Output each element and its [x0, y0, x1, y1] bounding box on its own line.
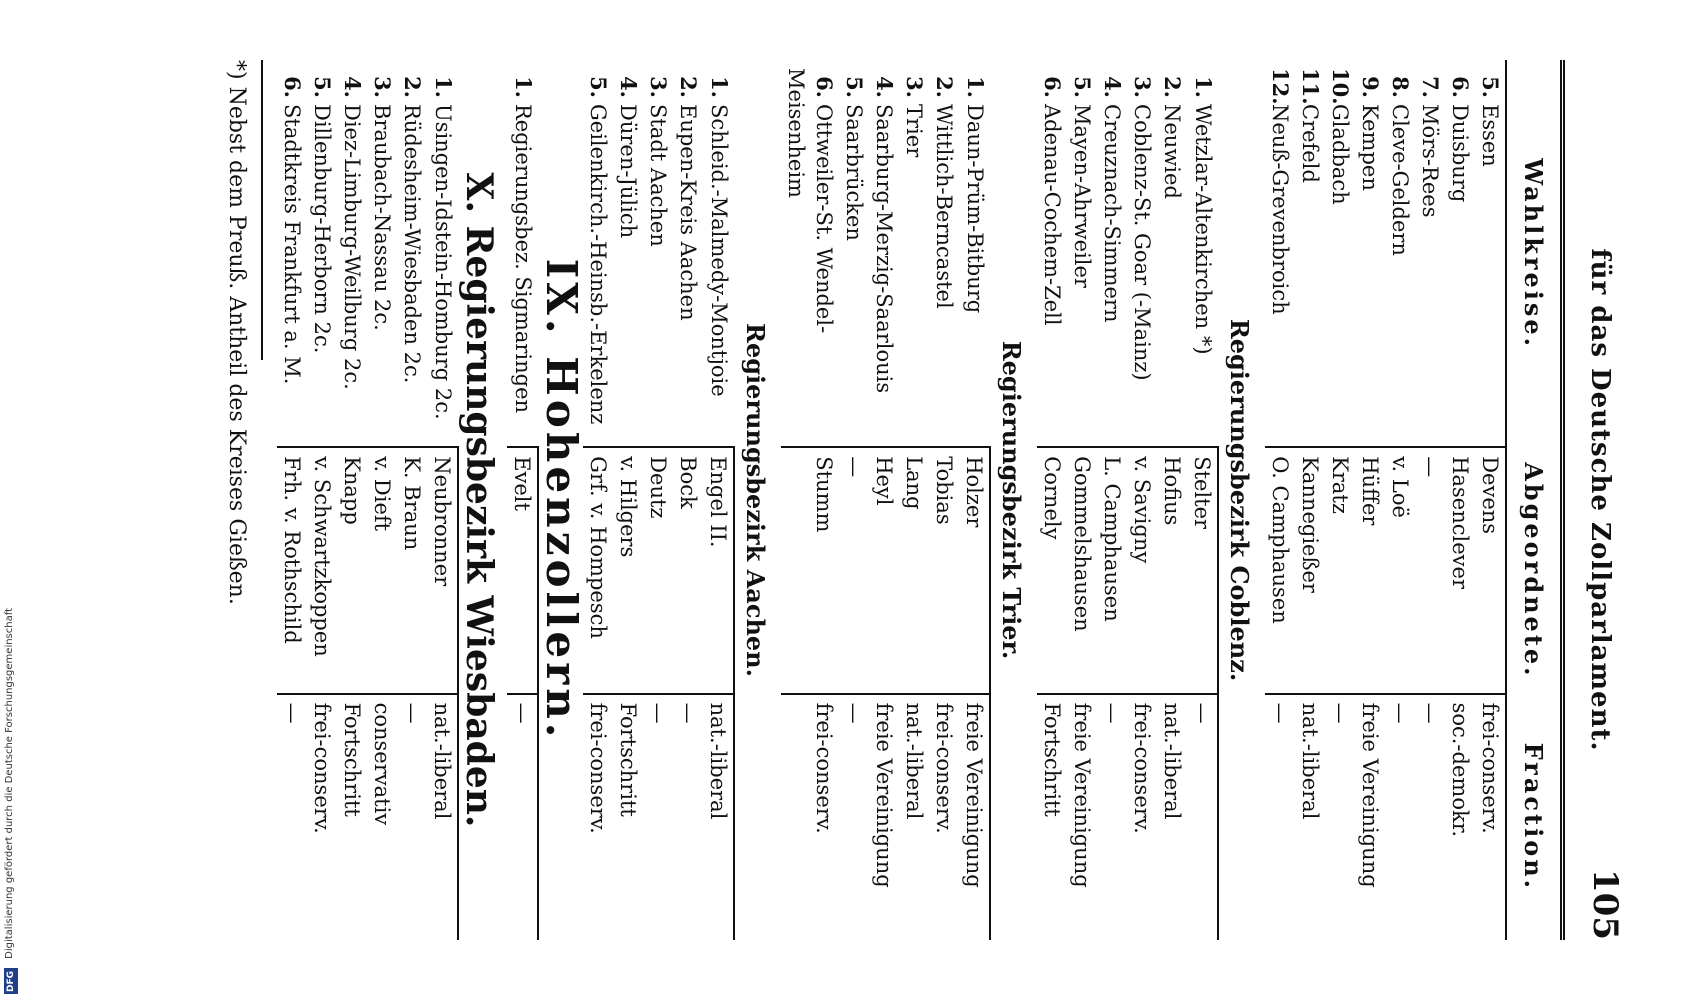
district-cell: [1037, 60, 1067, 447]
district-number: 12.: [1268, 68, 1293, 105]
district-cell: [1415, 60, 1445, 447]
header-members: Abgeordnete.: [1506, 447, 1563, 693]
district-cell: [337, 60, 367, 447]
district-name: Wetzlar-Altenkirchen *): [1191, 104, 1215, 355]
district-name: Essen: [1478, 104, 1502, 167]
table-row: [869, 60, 899, 940]
district-cell: [1265, 60, 1295, 447]
district-name: Daun-Prüm-Bitburg: [963, 104, 987, 314]
district-name: Neuß-Grevenbroich: [1268, 104, 1292, 315]
member-cell: Hüffer: [1355, 447, 1385, 693]
table-row: [781, 60, 839, 940]
member-cell: Engel II.: [703, 447, 734, 693]
footnote-text: *) Nebst dem Preuß. Antheil des Kreises Gießen.: [224, 60, 249, 605]
table-header-row: [1506, 60, 1563, 940]
fraction-cell: freie Vereinigung: [1358, 702, 1382, 888]
member-cell: Tobias: [929, 447, 959, 693]
district-number: 3.: [1130, 76, 1155, 98]
district-number: 7.: [1418, 76, 1443, 98]
table-row: [613, 60, 643, 940]
district-cell: [307, 60, 337, 447]
district-number: 5.: [1478, 76, 1503, 98]
district-cell: [1475, 60, 1506, 447]
table-row: [899, 60, 929, 940]
district-name: Trier: [902, 104, 926, 158]
member-cell: Frh. v. Rothschild: [277, 447, 307, 693]
district-cell: [1067, 60, 1097, 447]
member-cell: v. Hilgers: [613, 447, 643, 693]
table-row: [427, 60, 458, 940]
district-number: 2.: [676, 76, 701, 98]
fraction-cell: —: [1187, 694, 1218, 940]
fraction-cell: frei-conserv.: [586, 702, 610, 834]
member-cell: v. Loë: [1385, 447, 1415, 693]
fraction-cell: —: [1418, 702, 1442, 724]
district-number: 4.: [872, 76, 897, 98]
fraction-cell: frei-conserv.: [812, 702, 836, 834]
member-cell: v. Savigny: [1127, 447, 1157, 693]
section-title-x-text: X. Regierungsbezirk Wiesbaden.: [458, 172, 500, 828]
district-cell: [673, 60, 703, 447]
district-name: Wittlich-Berncastel: [932, 104, 956, 309]
table-row: [337, 60, 367, 940]
district-number: 6.: [812, 76, 837, 98]
fraction-cell: —: [507, 694, 538, 940]
election-table: [277, 60, 1565, 940]
district-cell: [781, 60, 839, 447]
district-number: 4.: [340, 76, 365, 98]
member-cell: Kannegießer: [1295, 447, 1325, 693]
district-name: Usingen-Idstein-Homburg 2c.: [431, 104, 455, 420]
fraction-cell: freie Vereinigung: [872, 702, 896, 888]
table-row: [1475, 60, 1506, 940]
fraction-cell: —: [676, 702, 700, 724]
district-cell: [367, 60, 397, 447]
district-name: Mayen-Ahrweiler: [1070, 104, 1094, 288]
table-row: [1127, 60, 1157, 940]
table-row: [703, 60, 734, 940]
district-name: Geilenkirch.-Heinsb.-Erkelenz: [586, 104, 610, 425]
district-number: 3.: [902, 76, 927, 98]
district-name: Gladbach: [1328, 104, 1352, 205]
district-name: Schleid.-Malmedy-Montjoie: [707, 104, 731, 397]
district-name: Stadt Aachen: [646, 104, 670, 247]
fraction-cell: —: [1268, 702, 1292, 724]
district-number: 5.: [1070, 76, 1095, 98]
district-number: 5.: [586, 76, 611, 98]
fraction-cell: nat.-liberal: [1160, 702, 1184, 820]
footnote: [224, 60, 263, 605]
district-cell: [1127, 60, 1157, 447]
district-number: 2.: [1160, 76, 1185, 98]
district-name: Regierungsbez. Sigmaringen: [511, 104, 535, 414]
district-number: 1.: [431, 76, 456, 98]
fraction-cell: Fortschritt: [616, 702, 640, 817]
member-cell: Lang: [899, 447, 929, 693]
region-title: [990, 60, 1037, 940]
table-row: [1067, 60, 1097, 940]
table-row: [959, 60, 990, 940]
district-number: 6.: [1448, 76, 1473, 98]
fraction-cell: —: [1388, 702, 1412, 724]
district-cell: [613, 60, 643, 447]
district-name: Stadtkreis Frankfurt a. M.: [280, 104, 304, 385]
table-body: [277, 60, 1506, 940]
fraction-cell: frei-conserv.: [1478, 702, 1502, 834]
dfg-logo: DFG: [4, 968, 18, 994]
district-name: Cleve-Geldern: [1388, 104, 1412, 256]
district-cell: [427, 60, 458, 447]
table-row: [1445, 60, 1475, 940]
district-number: 11.: [1298, 68, 1323, 105]
table-row: [1265, 60, 1295, 940]
fraction-cell: frei-conserv.: [1130, 702, 1154, 834]
fraction-cell: —: [1328, 702, 1352, 724]
section-title-ix: [538, 60, 583, 940]
district-name: Ottweiler-St. Wendel-Meisenheim: [784, 68, 836, 334]
table-row: [929, 60, 959, 940]
district-number: 1.: [963, 76, 988, 98]
table-row: [583, 60, 613, 940]
district-cell: [583, 60, 613, 447]
table-row: [1355, 60, 1385, 940]
district-number: 1.: [511, 76, 536, 98]
district-cell: [1325, 60, 1355, 447]
district-name: Düren-Jülich: [616, 104, 640, 239]
member-cell: —: [839, 447, 869, 693]
district-name: Saarburg-Merzig-Saarlouis: [872, 104, 896, 394]
section-title-ix-text: IX. Hohenzollern.: [537, 258, 586, 742]
district-cell: [507, 60, 538, 447]
member-cell: Cornely: [1037, 447, 1067, 693]
table-row: [367, 60, 397, 940]
district-cell: [703, 60, 734, 447]
district-cell: [959, 60, 990, 447]
table-row: [397, 60, 427, 940]
region-title: [734, 60, 781, 940]
running-title: für das Deutsche Zollparlament.: [1585, 248, 1615, 752]
table-row: [1415, 60, 1445, 940]
table-row: [839, 60, 869, 940]
member-cell: Deutz: [643, 447, 673, 693]
district-cell: [869, 60, 899, 447]
member-cell: Heyl: [869, 447, 899, 693]
table-row: [307, 60, 337, 940]
district-name: Coblenz-St. Goar (-Mainz): [1130, 104, 1154, 381]
table-row: [643, 60, 673, 940]
member-cell: Stelter: [1187, 447, 1218, 693]
table-row: [1295, 60, 1325, 940]
member-cell: Kratz: [1325, 447, 1355, 693]
district-number: 3.: [370, 76, 395, 98]
member-cell: O. Camphausen: [1265, 447, 1295, 693]
fraction-cell: —: [646, 702, 670, 724]
fraction-cell: freie Vereinigung: [1070, 702, 1094, 888]
district-number: 5.: [842, 76, 867, 98]
fraction-cell: —: [1100, 702, 1124, 724]
district-number: 9.: [1358, 76, 1383, 98]
member-cell: Devens: [1475, 447, 1506, 693]
district-name: Mörs-Rees: [1418, 104, 1442, 218]
district-number: 6.: [1040, 76, 1065, 98]
fraction-cell: Fortschritt: [1040, 702, 1064, 817]
district-number: 1.: [707, 76, 732, 98]
fraction-cell: nat.-liberal: [703, 694, 734, 940]
district-cell: [1445, 60, 1475, 447]
member-cell: Holzer: [959, 447, 990, 693]
page-header: [1565, 60, 1625, 940]
district-number: 2.: [932, 76, 957, 98]
district-name: Saarbrücken: [842, 104, 866, 241]
district-name: Rüdesheim-Wiesbaden 2c.: [400, 104, 424, 384]
member-cell: Neubronner: [427, 447, 458, 693]
district-name: Dillenburg-Herborn 2c.: [310, 104, 334, 354]
district-cell: [839, 60, 869, 447]
fraction-cell: nat.-liberal: [1298, 702, 1322, 820]
district-number: 6.: [280, 76, 305, 98]
district-cell: [929, 60, 959, 447]
member-cell: v. Schwartzkoppen: [307, 447, 337, 693]
member-cell: Knapp: [337, 447, 367, 693]
district-number: 8.: [1388, 76, 1413, 98]
district-cell: [899, 60, 929, 447]
fraction-cell: —: [842, 702, 866, 724]
member-cell: Evelt: [507, 447, 538, 693]
district-cell: [643, 60, 673, 447]
member-cell: Hasenclever: [1445, 447, 1475, 693]
district-number: 3.: [646, 76, 671, 98]
district-number: 1.: [1191, 76, 1216, 98]
district-name: Crefeld: [1298, 104, 1322, 183]
fraction-cell: frei-conserv.: [932, 702, 956, 834]
district-name: Diez-Limburg-Weilburg 2c.: [340, 104, 364, 390]
page-number: 105: [1585, 869, 1625, 940]
fraction-cell: soc.-demokr.: [1448, 702, 1472, 838]
table-row: [1187, 60, 1218, 940]
fraction-cell: —: [280, 702, 304, 724]
member-cell: Hofius: [1157, 447, 1187, 693]
member-cell: Gommelshausen: [1067, 447, 1097, 693]
table-row: [277, 60, 307, 940]
district-name: Kempen: [1358, 104, 1382, 191]
fraction-cell: nat.-liberal: [902, 702, 926, 820]
table-row: [1385, 60, 1415, 940]
district-name: Duisburg: [1448, 104, 1472, 203]
table-row: [1325, 60, 1355, 940]
district-cell: [1157, 60, 1187, 447]
district-cell: [1097, 60, 1127, 447]
member-cell: Bock: [673, 447, 703, 693]
district-number: 10.: [1328, 68, 1353, 105]
district-number: 4.: [616, 76, 641, 98]
member-cell: L. Camphausen: [1097, 447, 1127, 693]
district-cell: [1187, 60, 1218, 447]
member-cell: Stumm: [781, 447, 839, 693]
table-row: [673, 60, 703, 940]
fraction-cell: Fortschritt: [340, 702, 364, 817]
fraction-cell: conservativ: [370, 702, 394, 826]
district-number: 2.: [400, 76, 425, 98]
header-fraction: Fraction.: [1506, 694, 1563, 940]
scanned-page: [145, 0, 1665, 1000]
region-title-text: Regierungsbezirk Trier.: [997, 340, 1026, 660]
district-cell: [1295, 60, 1325, 447]
fraction-cell: nat.-liberal: [427, 694, 458, 940]
member-cell: Grf. v. Hompesch: [583, 447, 613, 693]
table-row: [1037, 60, 1067, 940]
member-cell: K. Braun: [397, 447, 427, 693]
table-row: [507, 60, 538, 940]
member-cell: —: [1415, 447, 1445, 693]
region-title-text: Regierungsbezirk Coblenz.: [1225, 318, 1254, 682]
member-cell: v. Dieft: [367, 447, 397, 693]
district-cell: [397, 60, 427, 447]
fraction-cell: freie Vereinigung: [959, 694, 990, 940]
header-districts: Wahlkreise.: [1506, 60, 1563, 447]
region-title: [1218, 60, 1265, 940]
fraction-cell: —: [400, 702, 424, 724]
district-name: Eupen-Kreis Aachen: [676, 104, 700, 321]
district-name: Adenau-Cochem-Zell: [1040, 104, 1064, 326]
table-row: [1097, 60, 1127, 940]
district-cell: [277, 60, 307, 447]
district-name: Creuznach-Simmern: [1100, 104, 1124, 323]
section-title-x: [458, 60, 507, 940]
region-title-text: Regierungsbezirk Aachen.: [741, 323, 770, 677]
district-number: 5.: [310, 76, 335, 98]
district-cell: [1385, 60, 1415, 447]
district-cell: [1355, 60, 1385, 447]
digitization-credit-text: Digitalisierung gefördert durch die Deutsche Forschungsgemeinschaft: [4, 608, 15, 959]
district-name: Neuwied: [1160, 104, 1184, 199]
district-number: 4.: [1100, 76, 1125, 98]
digitization-note: [4, 0, 18, 1000]
district-name: Braubach-Nassau 2c.: [370, 104, 394, 331]
fraction-cell: frei-conserv.: [310, 702, 334, 834]
table-row: [1157, 60, 1187, 940]
